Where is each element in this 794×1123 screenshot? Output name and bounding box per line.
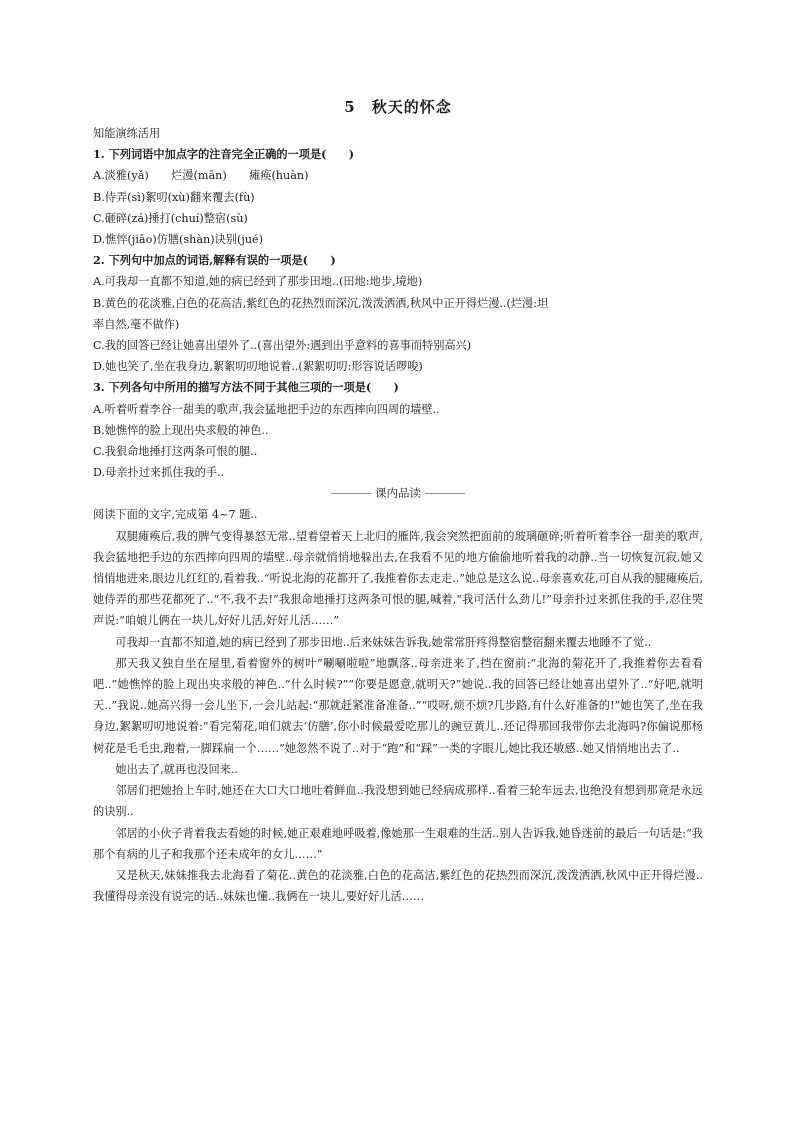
passage-paragraph-5: 邻居们把她抬上车时,她还在大口大口地吐着鲜血..我没想到她已经病成那样..看着三轮车远去,也绝没有想到那竟是永远的诀别.. [93, 784, 703, 819]
question-3-option-c: C.我狠命地捶打这两条可恨的腿.. [93, 445, 258, 459]
question-1-option-a: A.淡雅(yǎ) 烂漫(mān) 瘫痪(huàn) [93, 169, 309, 183]
passage-paragraph-4: 她出去了,就再也没回来.. [115, 762, 238, 776]
page-title: 5 秋天的怀念 [344, 98, 452, 116]
worksheet-page [93, 96, 703, 907]
question-1-option-c: C.砸碎(zá)捶打(chuí)整宿(sù) [93, 211, 248, 225]
passage-paragraph-7: 又是秋天,妹妹推我去北海看了菊花..黄色的花淡雅,白色的花高洁,紫红色的花热烈而深沉,泼泼洒洒,秋风中正开得烂漫..我懂得母亲没有说完的话..妹妹也懂..我俩在一块儿,要好好儿活…… [93, 868, 703, 904]
question-2-option-b: B.黄色的花淡雅,白色的花高洁,紫红色的花热烈而深沉,泼泼洒洒,秋风中正开得烂漫..(烂漫:坦 [93, 296, 549, 310]
section-heading-reading [93, 483, 703, 504]
question-2-option-c: C.我的回答已经让她喜出望外了..(喜出望外:遇到出乎意料的喜事而特别高兴) [93, 339, 472, 353]
question-1-stem: 1. 下列词语中加点字的注音完全正确的一项是( ) [93, 147, 355, 162]
question-2-option-a: A.可我却一直都不知道,她的病已经到了那步田地..(田地:地步,境地) [93, 275, 423, 289]
question-2-stem: 2. 下列句中加点的词语,解释有误的一项是( ) [93, 253, 336, 268]
question-3-option-b: B.她憔悴的脸上现出央求般的神色.. [93, 423, 269, 437]
passage-paragraph-2: 可我却一直都不知道,她的病已经到了那步田地..后来妹妹告诉我,她常常肝疼得整宿整宿翻来覆去地睡不了觉.. [115, 635, 652, 649]
question-3-option-a: A.听着听着李谷一甜美的歌声,我会猛地把手边的东西摔向四周的墙壁.. [93, 402, 440, 416]
reading-instruction: 阅读下面的文字,完成第 4~7 题.. [93, 508, 258, 522]
divider-left [331, 493, 371, 494]
section-heading-practice: 知能演练活用 [93, 127, 161, 140]
question-1-option-d: D.憔悴(jiāo)仿膳(shàn)诀别(jué) [93, 233, 264, 247]
question-3-option-d: D.母亲扑过来抓住我的手.. [93, 466, 225, 480]
section-heading-reading-label: 课内品读 [375, 486, 421, 501]
passage-paragraph-3: 那天我又独自坐在屋里,看着窗外的树叶“唰唰啦啦”地飘落..母亲进来了,挡在窗前:“北海的菊花开了,我推着你去看看吧..”她憔悴的脸上现出央求般的神色..“什么时候?”“你要是愿意,就明天?”她说..我的回答已经让她喜出望外了..“好吧,就明天..”我说..她高兴得一会儿坐下,一会儿站起:“那就赶紧准备准备..”“哎呀,烦不烦?几步路,有什么好准备的!”她也笑了,坐在我身边,絮絮叨叨地说着:“看完菊花,咱们就去‘仿膳’,你小时候最爱吃那儿的豌豆黄儿..还记得那回我带你去北海吗?你偏说那杨树花是毛毛虫,跑着,一脚踩扁一个……”她忽然不说了..对于“跑”和“踩”一类的字眼儿,她比我还敏感..她又悄悄地出去了.. [93, 656, 703, 755]
question-2-option-d: D.她也笑了,坐在我身边,絮絮叨叨地说着..(絮絮叨叨:形容说话啰唆) [93, 360, 423, 374]
passage-paragraph-1: 双腿瘫痪后,我的脾气变得暴怒无常..望着望着天上北归的雁阵,我会突然把面前的玻璃砸碎;听着听着李谷一甜美的歌声,我会猛地把手边的东西摔向四周的墙壁..母亲就悄悄地躲出去,在我看不见的地方偷偷地听着我的动静..当一切恢复沉寂,她又悄悄地进来,眼边儿红红的,看着我..“听说北海的花都开了,我推着你去走走..”她总是这么说..母亲喜欢花,可自从我的腿瘫痪后,她侍弄的那些花都死了..“不,我不去!”我狠命地捶打这两条可恨的腿,喊着,“我可活什么劲儿!”母亲扑过来抓住我的手,忍住哭声说:“咱娘儿俩在一块儿,好好儿活,好好儿活……” [93, 529, 703, 628]
divider-right [425, 493, 465, 494]
question-2-option-b-cont: 率自然,毫不做作) [93, 317, 180, 331]
question-3-stem: 3. 下列各句中所用的描写方法不同于其他三项的一项是( ) [93, 380, 399, 395]
question-1-option-b: B.侍弄(sì)絮叨(xù)翻来覆去(fù) [93, 190, 255, 204]
passage-paragraph-6: 邻居的小伙子背着我去看她的时候,她正艰难地呼吸着,像她那一生艰难的生活..别人告诉我,她昏迷前的最后一句话是:“我那个有病的儿子和我那个还未成年的女儿……” [93, 826, 703, 861]
